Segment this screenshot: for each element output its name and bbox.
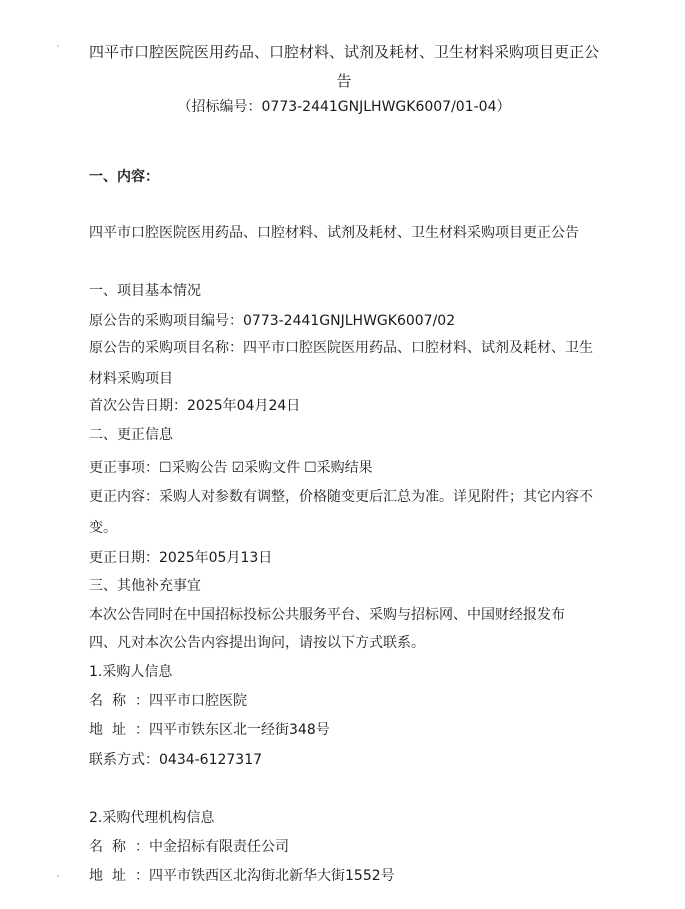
agency-name-label: 名称： xyxy=(89,839,149,855)
agency-heading: 2.采购代理机构信息 xyxy=(89,810,215,826)
purchaser-name-label: 名称： xyxy=(89,693,149,709)
purchaser-heading: 1.采购人信息 xyxy=(89,664,173,680)
option-procurement-notice: ☐采购公告 xyxy=(159,460,228,476)
purchaser-address: 四平市铁东区北一经街348号 xyxy=(149,722,330,738)
agency-name: 中金招标有限责任公司 xyxy=(149,839,289,855)
other-heading: 三、其他补充事宜 xyxy=(89,578,201,594)
purchaser-address-row xyxy=(89,720,330,740)
agency-name-row xyxy=(89,837,289,857)
purchaser-name-row xyxy=(89,691,247,711)
content-heading: 一、内容： xyxy=(89,169,159,185)
option-procurement-documents: ☑采购文件 xyxy=(231,460,301,476)
basic-info-heading: 一、项目基本情况 xyxy=(89,283,201,299)
other-text: 本次公告同时在中国招标投标公共服务平台、采购与招标网、中国财经报发布 xyxy=(89,607,565,623)
option-procurement-result: ☐采购结果 xyxy=(304,460,373,476)
purchaser-name: 四平市口腔医院 xyxy=(149,693,247,709)
notice-title: 四平市口腔医院医用药品、口腔材料、试剂及耗材、卫生材料采购项目更正公告 xyxy=(89,225,579,241)
correction-items-label: 更正事项： xyxy=(89,460,159,476)
contact-heading: 四、凡对本次公告内容提出询问，请按以下方式联系。 xyxy=(89,635,425,651)
original-project-name: 原公告的采购项目名称：四平市口腔医院医用药品、口腔材料、试剂及耗材、卫生材料采购项目 xyxy=(89,340,593,387)
correction-content: 更正内容：采购人对参数有调整，价格随变更后汇总为准。详见附件；其它内容不变。 xyxy=(89,489,593,536)
scan-speck xyxy=(57,875,59,877)
document-title: 四平市口腔医院医用药品、口腔材料、试剂及耗材、卫生材料采购项目更正公告 xyxy=(88,43,599,90)
first-notice-date: 首次公告日期：2025年04月24日 xyxy=(89,398,301,414)
original-project-number: 原公告的采购项目编号：0773-2441GNJLHWGK6007/02 xyxy=(89,313,456,329)
scan-speck xyxy=(57,45,59,47)
purchaser-phone: 联系方式：0434-6127317 xyxy=(89,752,263,768)
purchaser-address-label: 地址： xyxy=(89,722,149,738)
correction-items xyxy=(89,458,373,478)
tender-number: （招标编号：0773-2441GNJLHWGK6007/01-04） xyxy=(177,99,511,115)
agency-address-label: 地址： xyxy=(89,868,149,884)
correction-heading: 二、更正信息 xyxy=(89,427,173,443)
correction-date: 更正日期：2025年05月13日 xyxy=(89,550,273,566)
agency-address-row xyxy=(89,866,395,886)
agency-address: 四平市铁西区北沟街北新华大街1552号 xyxy=(149,868,395,884)
